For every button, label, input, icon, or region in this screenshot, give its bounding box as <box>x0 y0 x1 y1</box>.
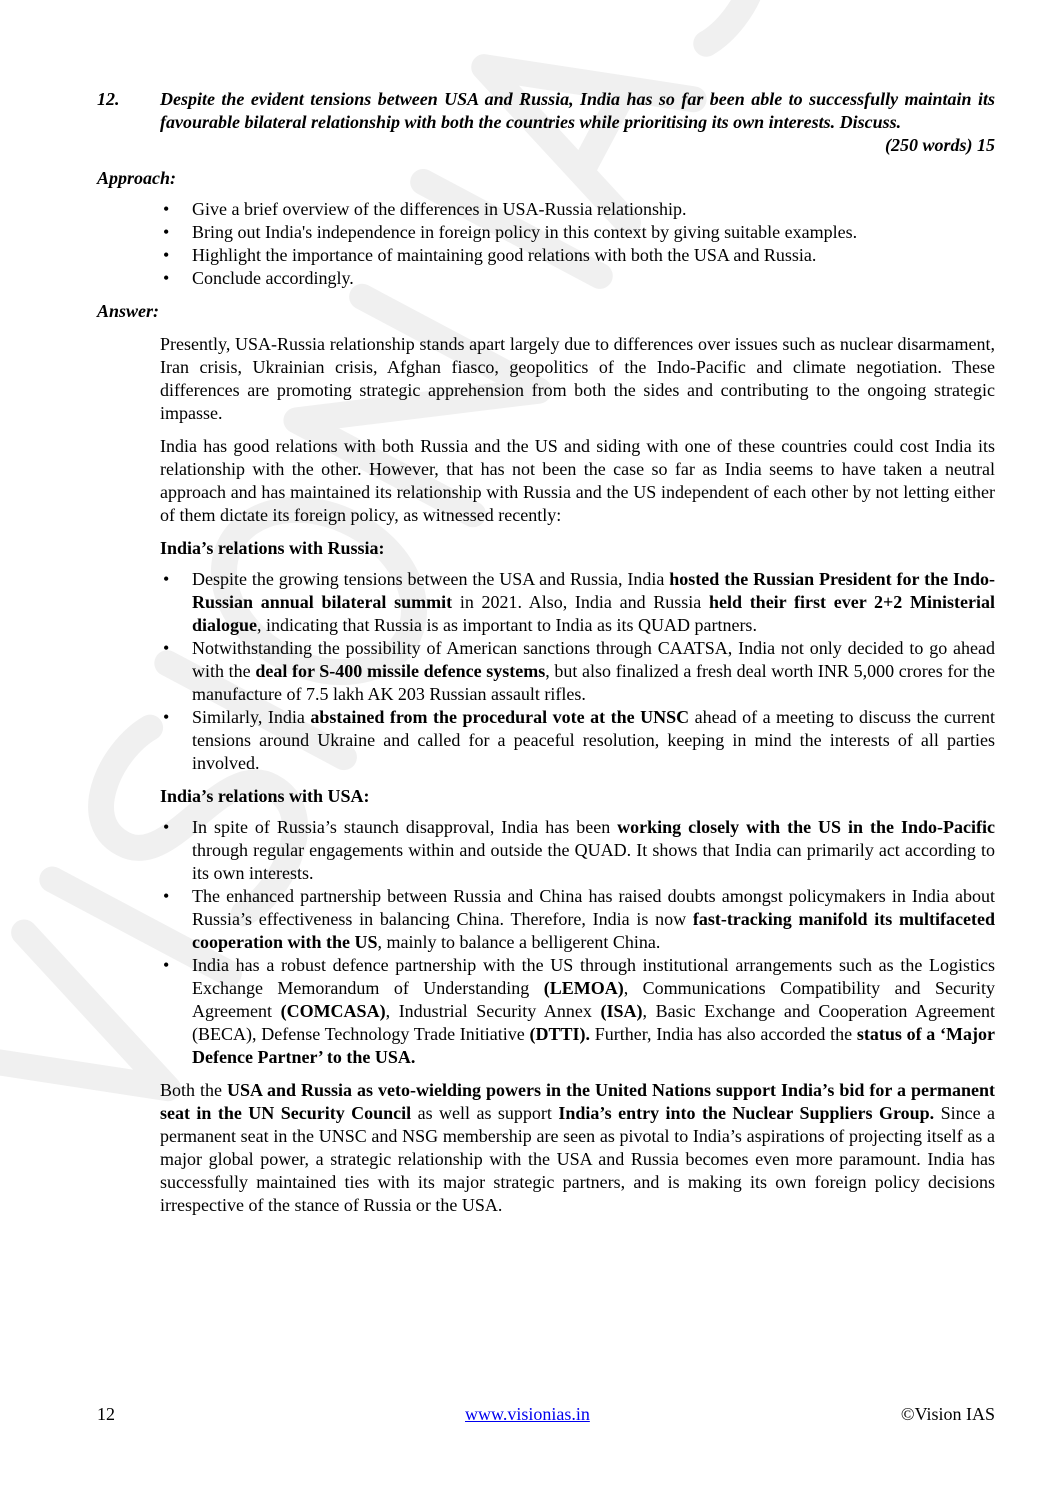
text-run: , Industrial Security Annex <box>385 1001 601 1021</box>
bold-text: abstained from the procedural vote at the UNSC <box>310 707 690 727</box>
bold-text: (ISA) <box>600 1001 643 1021</box>
bold-text: held their first ever 2+2 Ministerial dialogue <box>192 592 995 635</box>
question-marks: (250 words) 15 <box>884 135 995 155</box>
paragraph <box>160 435 995 527</box>
text-run: Similarly, India <box>192 707 311 727</box>
text-run: Both the <box>160 1080 227 1100</box>
text-run: In spite of Russia’s staunch disapproval, India has been <box>192 817 618 837</box>
document-page <box>97 88 995 1217</box>
list-item <box>160 954 995 1069</box>
text-run: through regular engagements within and outside the QUAD. It shows that India can primarily act according to its own interests. <box>192 840 995 883</box>
list-item: • Bring out India's independence in foreign policy in this context by giving suitable examples. <box>160 221 995 244</box>
section-heading-russia: India’s relations with Russia: <box>160 538 385 558</box>
bold-text: working closely with the US in the Indo-Pacific <box>617 817 995 837</box>
text-run: , but also finalized a fresh deal worth INR 5,000 crores for the manufacture of 7.5 lakh AK 203 Russian assault rifles. <box>192 661 995 704</box>
footer <box>97 1404 995 1428</box>
text-run: Presently, USA-Russia relationship stands apart largely due to differences over issues such as nuclear disarmament, Iran crisis, Ukrainian crisis, Afghan fiasco, geopolitics of the Indo-Pacific and climate negotiation. These differences are promoting strategic apprehension from both the sides and contributing to the ongoing strategic impasse. <box>160 334 995 423</box>
copyright: ©Vision IAS <box>900 1404 995 1424</box>
bold-text: hosted the Russian President for the Indo-Russian annual bilateral summit <box>192 569 995 612</box>
question-text <box>160 88 995 157</box>
list-item: • Give a brief overview of the differences in USA-Russia relationship. <box>160 198 995 221</box>
paragraph <box>160 333 995 425</box>
approach-list <box>97 198 995 290</box>
answer-label: Answer: <box>97 301 160 321</box>
text-run: Further, India has also accorded the <box>590 1024 857 1044</box>
list-item <box>160 568 995 637</box>
page-number: 12 <box>97 1404 115 1424</box>
text-run: The enhanced partnership between Russia and China has raised doubts amongst policymakers in India about Russia’s effectiveness in balancing China. Therefore, India is now <box>192 886 995 929</box>
text-run: India has good relations with both Russia and the US and siding with one of these countries could cost India its relationship with the other. However, that has not been the case so far as India seems to have taken a neutral approach and has maintained its relationship with Russia and the US independent of each other by not letting either of them dictate its foreign policy, as witnessed recently: <box>160 436 995 525</box>
bold-text: (DTTI). <box>529 1024 591 1044</box>
russia-list <box>97 568 995 775</box>
list-item: • Highlight the importance of maintaining good relations with both the USA and Russia. <box>160 244 995 267</box>
text-run: , mainly to balance a belligerent China. <box>377 932 661 952</box>
bold-text: (COMCASA) <box>280 1001 386 1021</box>
list-item <box>160 637 995 706</box>
text-run: in 2021. Also, India and Russia <box>452 592 709 612</box>
bold-text: India’s entry into the Nuclear Suppliers Group. <box>558 1103 935 1123</box>
question-body: Despite the evident tensions between USA and Russia, India has so far been able to successfully maintain its favourable bilateral relationship with both the countries while prioritising its own interests. Discuss. <box>160 89 995 132</box>
bold-text: status of a ‘Major Defence Partner’ to the USA. <box>192 1024 995 1067</box>
bold-text: (LEMOA) <box>543 978 624 998</box>
approach-label: Approach: <box>97 168 177 188</box>
text-run: as well as support <box>411 1103 559 1123</box>
list-item: • Conclude accordingly. <box>160 267 995 290</box>
list-item <box>160 816 995 885</box>
section-heading-usa: India’s relations with USA: <box>160 786 370 806</box>
text-run: Notwithstanding the possibility of American sanctions through CAATSA, India not only decided to go ahead with the <box>192 638 995 681</box>
usa-list <box>97 816 995 1069</box>
text-run: Since a permanent seat in the UNSC and NSG membership are seen as pivotal to India’s aspirations of projecting itself as a major global power, a strategic relationship with the USA and Russia becomes even more paramount. India has successfully maintained ties with its major strategic partners, and is making its own foreign policy decisions irrespective of the stance of Russia or the USA. <box>160 1103 996 1215</box>
text-run: , Communications Compatibility and Security Agreement <box>192 978 995 1021</box>
bold-text: fast-tracking manifold its multifaceted cooperation with the US <box>192 909 995 952</box>
bold-text: USA and Russia as veto-wielding powers in the United Nations support India’s bid for a permanent seat in the UN Security Council <box>160 1080 995 1123</box>
text-run: Despite the growing tensions between the USA and Russia, India <box>192 569 670 589</box>
list-item <box>160 885 995 954</box>
text-run: ahead of a meeting to discuss the current tensions around Ukraine and called for a peaceful resolution, keeping in mind the interests of all parties involved. <box>192 707 995 773</box>
question-number: 12. <box>97 89 120 109</box>
text-run: , indicating that Russia is as important to India as its QUAD partners. <box>257 615 757 635</box>
conclusion-paragraph <box>160 1079 995 1217</box>
bold-text: deal for S-400 missile defence systems <box>255 661 546 681</box>
website-link[interactable]: www.visionias.in <box>465 1404 590 1424</box>
list-item <box>160 706 995 775</box>
text-run: , Basic Exchange and Cooperation Agreement (BECA), Defense Technology Trade Initiative <box>192 1001 995 1044</box>
question <box>97 88 995 157</box>
text-run: India has a robust defence partnership with the US through institutional arrangements such as the Logistics Exchange Memorandum of Understanding <box>192 955 995 998</box>
